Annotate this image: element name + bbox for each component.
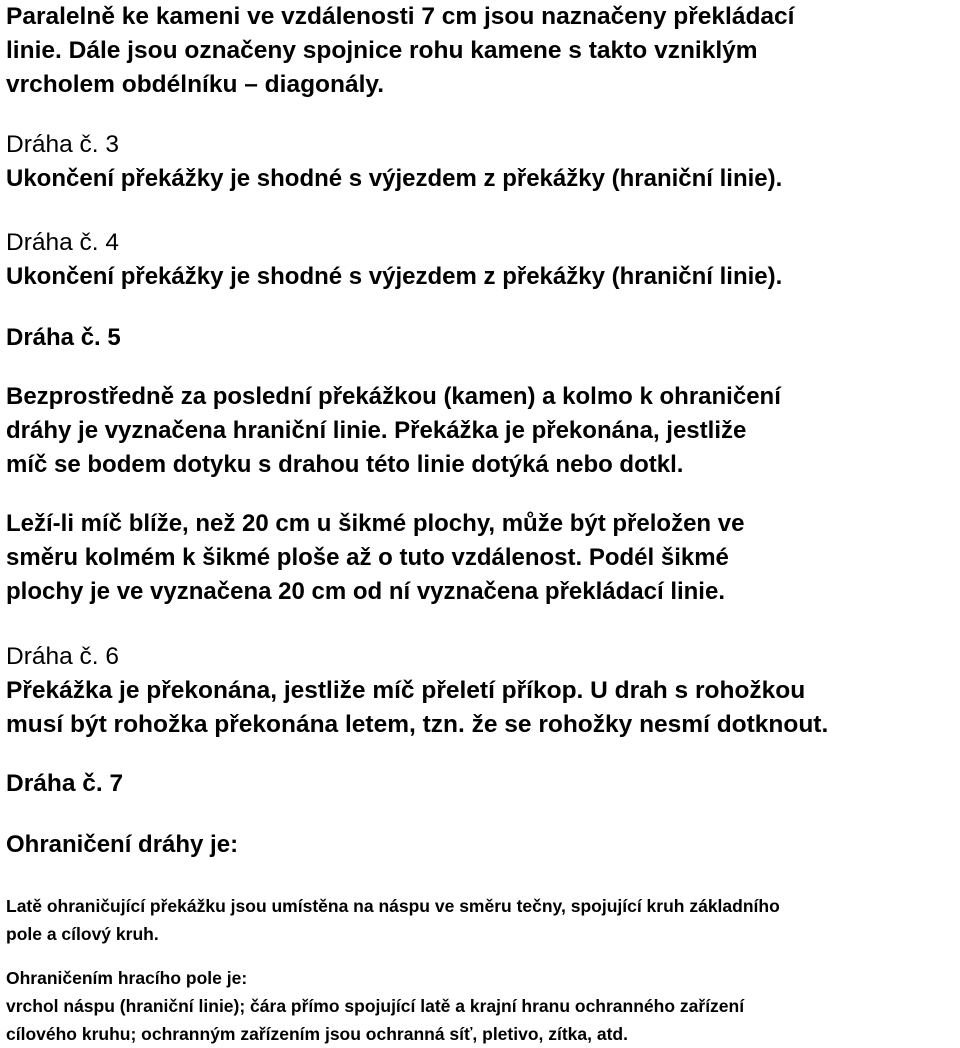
track-4-heading: Dráha č. 4 — [6, 229, 120, 256]
field-section — [6, 964, 744, 1048]
track-6-section — [6, 640, 828, 742]
track-5-line: Bezprostředně za poslední překážkou (kamen) a kolmo k ohraničení — [6, 383, 781, 410]
track-7-heading: Dráha č. 7 — [6, 770, 124, 797]
intro-line: linie. Dále jsou označeny spojnice rohu kamene s takto vzniklým — [6, 37, 758, 64]
field-heading: Ohraničením hracího pole je: — [6, 968, 248, 988]
track-3-text: Ukončení překážky je shodné s výjezdem z překážky (hraniční linie). — [6, 165, 783, 192]
track-5-line: míč se bodem dotyku s drahou této linie dotýká nebo dotkl. — [6, 451, 684, 478]
field-line: cílového kruhu; ochranným zařízením jsou ochranná síť, pletivo, zítka, atd. — [6, 1024, 628, 1044]
track-5-line: dráhy je vyznačena hraniční linie. Překážka je překonána, jestliže — [6, 417, 747, 444]
track-4-text: Ukončení překážky je shodné s výjezdem z překážky (hraniční linie). — [6, 263, 783, 290]
track-5-line: Leží-li míč blíže, než 20 cm u šikmé plochy, může být přeložen ve — [6, 510, 745, 537]
track-7-section — [6, 767, 123, 801]
track-3-heading: Dráha č. 3 — [6, 131, 120, 158]
track-5-paragraph-2 — [6, 507, 744, 609]
boundary-paragraph — [6, 892, 780, 948]
track-5-line: plochy je ve vyznačena 20 cm od ní vyznačena překládací linie. — [6, 578, 725, 605]
track-6-line: Překážka je překonána, jestliže míč přeletí příkop. U drah s rohožkou — [6, 677, 806, 704]
field-line: vrchol náspu (hraniční linie); čára přímo spojující latě a krajní hranu ochranného zařízení — [6, 996, 745, 1016]
boundary-heading — [6, 828, 238, 862]
boundary-heading-text: Ohraničení dráhy je: — [6, 831, 239, 858]
intro-paragraph — [6, 0, 794, 102]
track-5-paragraph-1 — [6, 380, 781, 482]
intro-line: vrcholem obdélníku – diagonály. — [6, 71, 385, 98]
intro-line: Paralelně ke kameni ve vzdálenosti 7 cm jsou naznačeny překládací — [6, 3, 795, 30]
track-5-section — [6, 321, 121, 355]
track-6-line: musí být rohožka překonána letem, tzn. že se rohožky nesmí dotknout. — [6, 711, 829, 738]
boundary-line: Latě ohraničující překážku jsou umístěna na náspu ve směru tečny, spojující kruh základního — [6, 896, 780, 916]
track-6-heading: Dráha č. 6 — [6, 643, 120, 670]
track-5-heading: Dráha č. 5 — [6, 324, 121, 351]
track-3-section — [6, 128, 782, 196]
boundary-line: pole a cílový kruh. — [6, 924, 159, 944]
track-4-section — [6, 226, 782, 294]
track-5-line: směru kolmém k šikmé ploše až o tuto vzdálenost. Podél šikmé — [6, 544, 729, 571]
